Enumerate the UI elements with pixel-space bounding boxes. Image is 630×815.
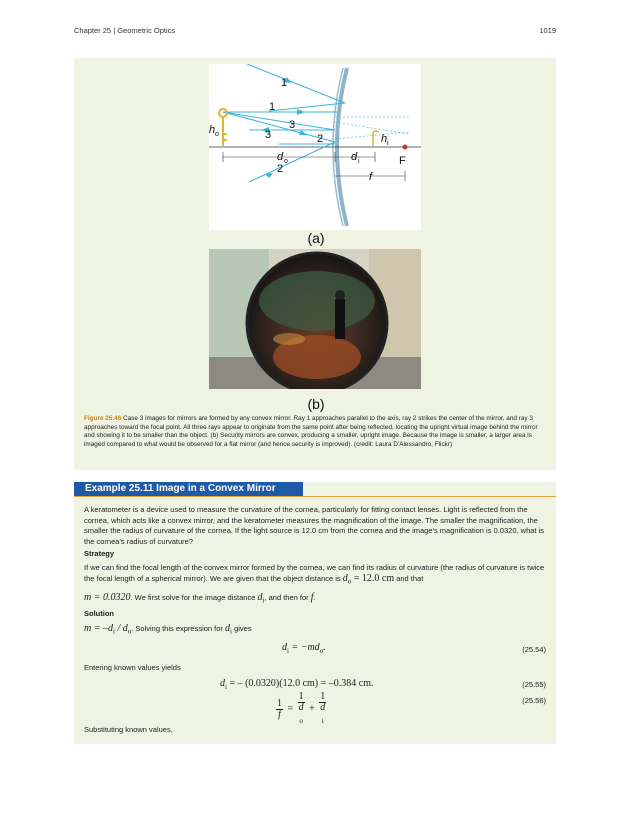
focal-label: F (399, 155, 406, 167)
entering-text: Entering known values yields (84, 663, 181, 672)
substituting-text: Substituting known values, (84, 725, 173, 734)
subfigure-b-label: (b) (307, 396, 325, 412)
equation-number-25-54: (25.54) (522, 645, 546, 654)
equation-25-54: $d_i = -md_o$. (282, 642, 326, 655)
figure-number: Figure 25.46 (84, 415, 122, 422)
svg-text:i: i (387, 140, 389, 147)
solution-paragraph: $m = -d_i / d_o$. Solving this expression for $d_i$ gives (84, 623, 252, 636)
strategy-heading: Strategy (84, 549, 115, 558)
ray-label-3-a: 3 (289, 119, 296, 131)
subfigure-a-label: (a) (307, 230, 325, 246)
example-box (74, 482, 556, 744)
ray-label-1-top: 1 (281, 77, 288, 89)
example-title: Example 25.11 Image in a Convex Mirror (74, 482, 303, 496)
figure-caption (84, 415, 546, 449)
h-o-label: h (209, 124, 216, 136)
d-i-label: d (351, 151, 358, 163)
figure-box (74, 58, 556, 470)
ray-label-2-bottom: 2 (277, 163, 284, 175)
f-label: f (369, 171, 373, 183)
focal-point (403, 145, 408, 150)
strategy-paragraph: If we can find the focal length of the convex mirror formed by the cornea, we can find its radius of curvature (the radius of curvature is twice the focal length of a spherical mirror). We are given that the object distance is $d_o = 12.0$ cm and that m = 0.0320. We first solve for the image distance $d_i$, and then for f. (84, 563, 545, 605)
h-i-label: h (381, 133, 388, 145)
convex-mirror-ray-diagram (209, 64, 421, 230)
chapter-header: Chapter 25 | Geometric Optics (74, 26, 176, 35)
image-key-icon (373, 131, 379, 146)
figure-caption-text: Case 3 images for mirrors are formed by any convex mirror. Ray 1 approaches parallel to the axis, ray 2 strikes the center of the mirror, and ray 3 approaches toward the focal point. All three rays appear to originate from the same point after being reflected, locating the upright virtual image behind the mirror and showing it to be smaller than the object. (b) Security mirrors are convex, producing a smaller, upright image. Because the image is smaller, a larger area is imaged compared to what would be observed for a flat mirror (and hence security is improved). (credit: Laura D'Alessandro, Flickr) (84, 415, 538, 448)
svg-text:o: o (215, 131, 219, 138)
d-o-label: d (277, 151, 284, 163)
security-mirror-photo (209, 249, 421, 389)
ray-label-1-mid: 1 (269, 101, 276, 113)
solution-heading: Solution (84, 609, 114, 618)
ray-diagram-svg (209, 64, 421, 230)
equation-25-55: $d_i$ = – (0.0320)(12.0 cm) = –0.384 cm. (220, 678, 374, 691)
page-number: 1019 (539, 26, 556, 35)
svg-text:i: i (358, 158, 360, 165)
ray-label-2-mid: 2 (317, 133, 324, 145)
equation-25-56: $\frac{1}{f}$ = 1 d $_o$ + 1 d $_i$ (277, 691, 326, 725)
svg-text:o: o (284, 158, 288, 165)
example-intro: A keratometer is a device used to measure the curvature of the cornea, particularly for fitting contact lenses. Light is reflected from the cornea, which acts like a convex mirror, and the keratometer measures the magnification of the image. The smaller the magnification, the smaller the radius of curvature of the cornea. If the light source is 12.0 cm from the cornea and the image's magnification is 0.0320, what is the cornea's radius of curvature? (84, 505, 545, 546)
equation-number-25-56: (25.56) (522, 696, 546, 705)
equation-number-25-55: (25.55) (522, 680, 546, 689)
ray-label-3-b: 3 (265, 129, 272, 141)
